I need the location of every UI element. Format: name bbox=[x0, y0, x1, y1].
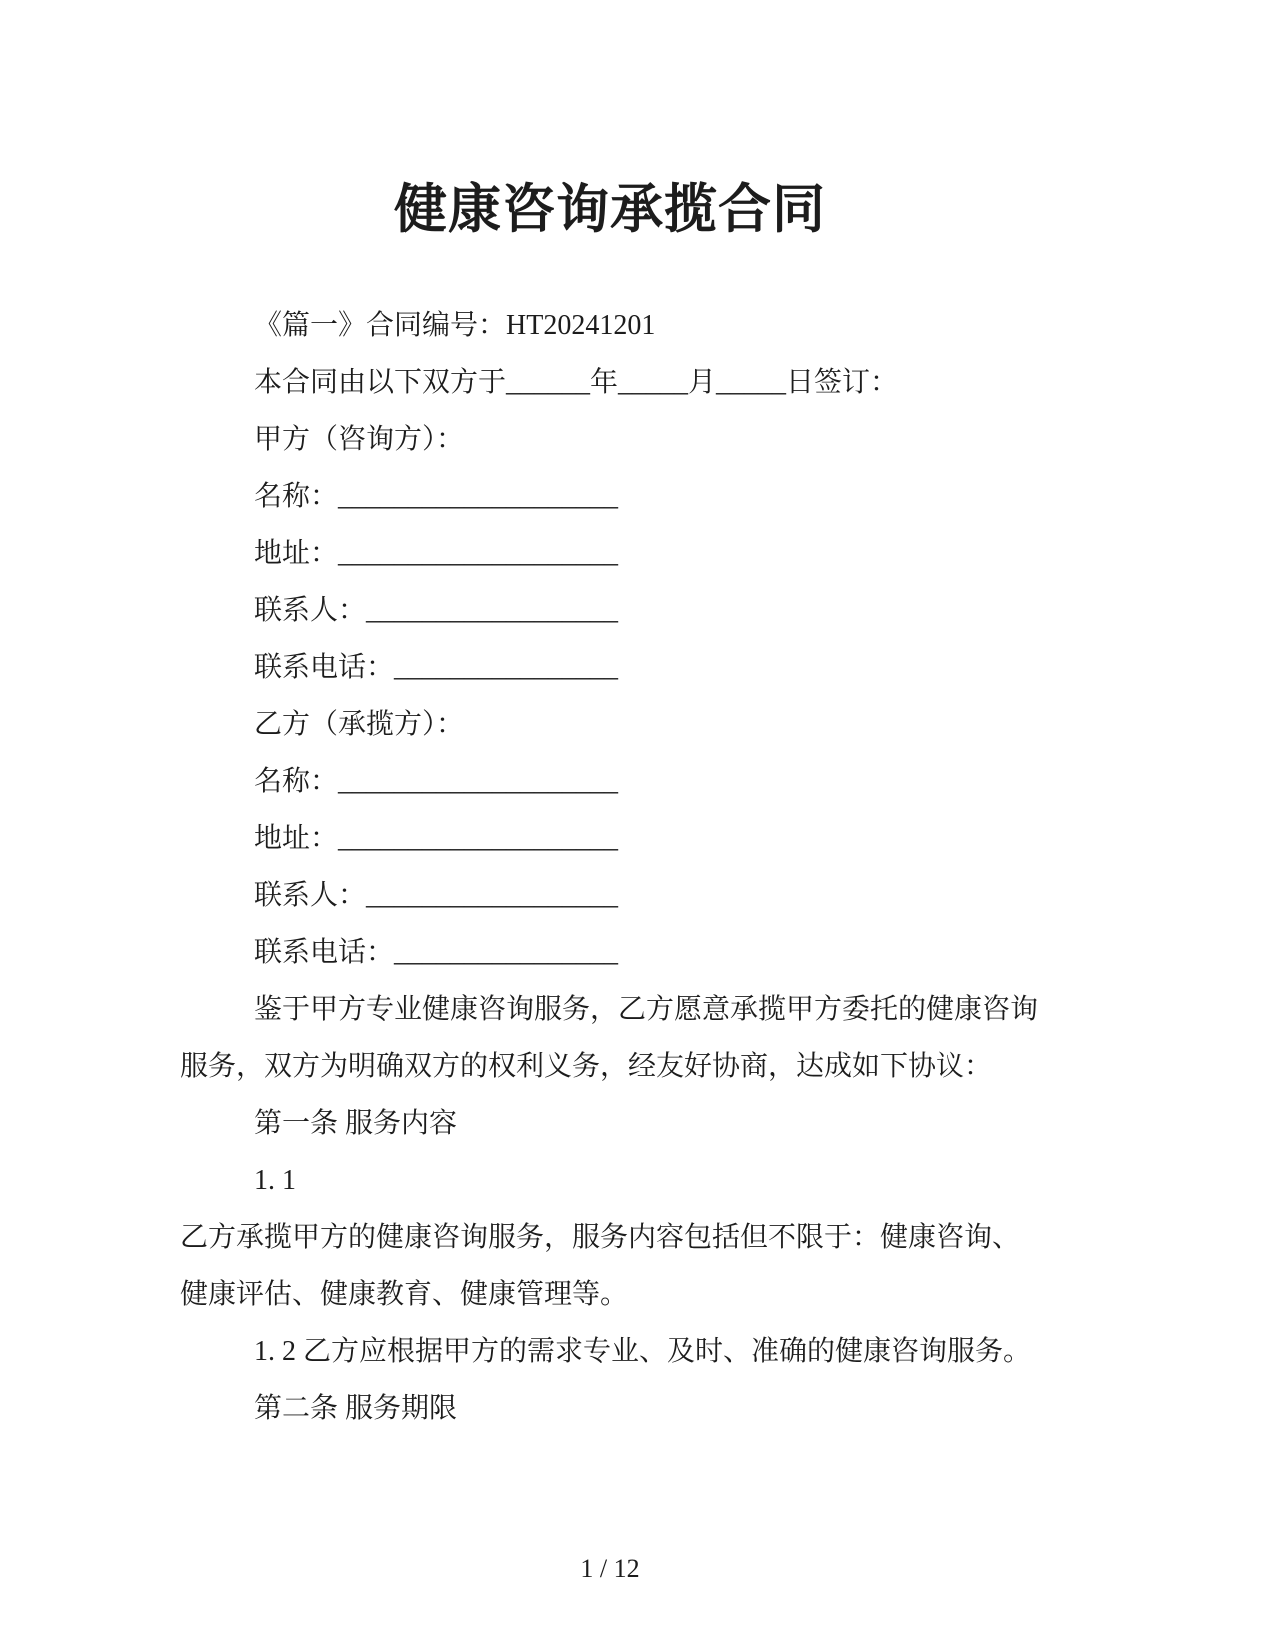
paragraph-line: 第一条 服务内容 bbox=[254, 1107, 458, 1139]
paragraph-line: 地址：____________________ bbox=[254, 537, 619, 569]
paragraph-line: 第二条 服务期限 bbox=[254, 1392, 458, 1424]
document-body bbox=[0, 297, 1275, 1437]
paragraph-line: 乙方（承揽方）： bbox=[254, 708, 465, 740]
paragraph-line: 联系电话：________________ bbox=[254, 651, 619, 683]
paragraph-line: 联系电话：________________ bbox=[254, 936, 619, 968]
paragraph-line: 名称：____________________ bbox=[254, 765, 619, 797]
paragraph-line: 地址：____________________ bbox=[254, 822, 619, 854]
paragraph-line: 健康评估、健康教育、健康管理等。 bbox=[180, 1278, 629, 1310]
document-title: 健康咨询承揽合同 bbox=[394, 181, 826, 239]
paragraph-line: 名称：____________________ bbox=[254, 480, 619, 512]
page-number: 1 / 12 bbox=[580, 1554, 640, 1583]
paragraph-line: 本合同由以下双方于______年_____月_____日签订： bbox=[254, 366, 899, 398]
paragraph-line: 1. 1 bbox=[254, 1164, 296, 1196]
paragraph-line: 乙方承揽甲方的健康咨询服务，服务内容包括但不限于：健康咨询、 bbox=[180, 1221, 1021, 1253]
paragraph-line: 甲方（咨询方）： bbox=[254, 423, 465, 455]
paragraph-line: 1. 2 乙方应根据甲方的需求专业、及时、准确的健康咨询服务。 bbox=[254, 1335, 1032, 1367]
paragraph-line: 服务，双方为明确双方的权利义务，经友好协商，达成如下协议： bbox=[180, 1050, 993, 1082]
paragraph-line: 联系人：__________________ bbox=[254, 594, 619, 626]
paragraph-line: 《篇一》合同编号：HT20241201 bbox=[254, 309, 656, 341]
paragraph-line: 鉴于甲方专业健康咨询服务，乙方愿意承揽甲方委托的健康咨询 bbox=[254, 993, 1039, 1025]
paragraph-line: 联系人：__________________ bbox=[254, 879, 619, 911]
